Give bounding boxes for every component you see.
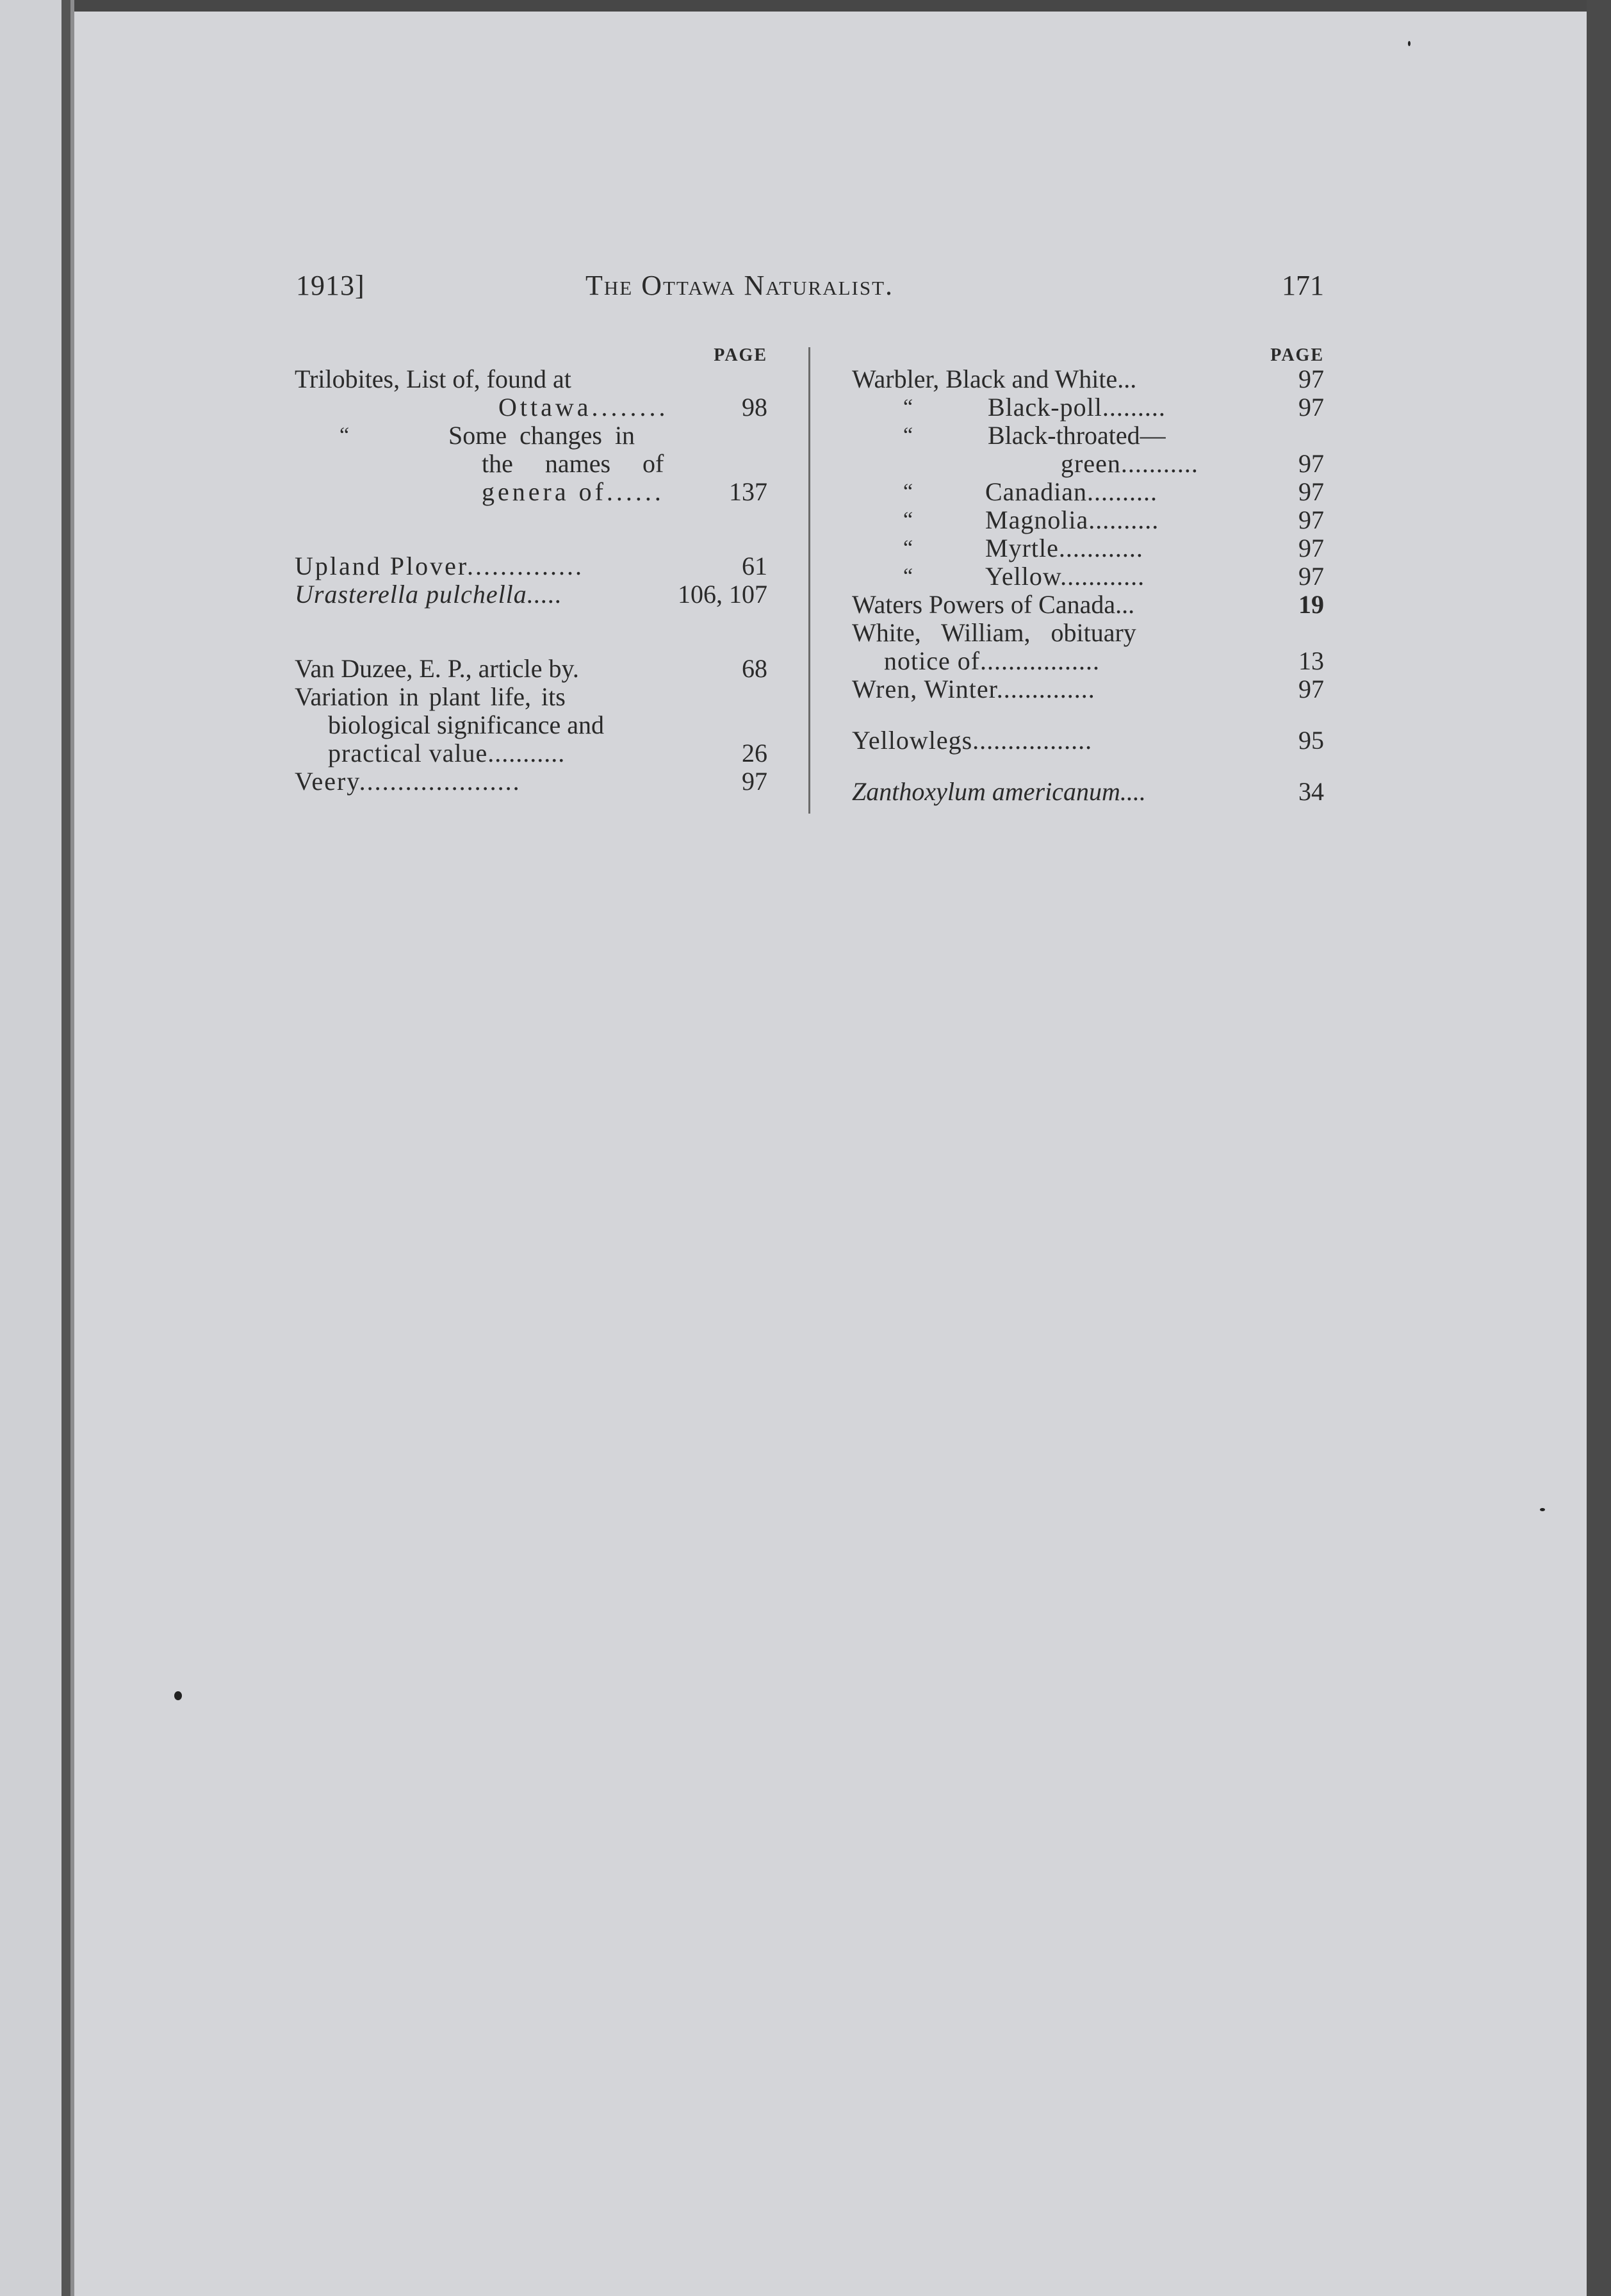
entry-page: 97 — [1298, 477, 1324, 506]
entry-page: 61 — [742, 552, 767, 580]
spacer — [852, 755, 1324, 778]
index-entry — [295, 655, 767, 683]
entry-page: 97 — [1298, 675, 1324, 703]
entry-page: 68 — [742, 654, 767, 683]
page-column-label: PAGE — [714, 345, 767, 365]
entry-label: Black-throated— — [988, 421, 1166, 450]
entry-label: White, William, obituary — [852, 618, 1136, 647]
index-entry — [295, 683, 767, 711]
index-entry — [852, 619, 1324, 647]
index-entry-continued — [295, 450, 767, 478]
entry-page: 98 — [742, 393, 767, 422]
entry-label: Waters Powers of Canada... — [852, 590, 1135, 619]
column-divider — [808, 347, 810, 814]
entry-label: notice of................. — [884, 646, 1100, 675]
entry-page: 97 — [1298, 365, 1324, 393]
entry-label: Veery..................... — [295, 767, 521, 796]
entry-page: 97 — [1298, 534, 1324, 562]
index-entry — [295, 580, 767, 609]
entry-label: Yellowlegs................. — [852, 726, 1093, 755]
entry-label: biological significance and — [328, 710, 604, 739]
index-column-right — [852, 346, 1324, 806]
index-entry-continued — [295, 739, 767, 767]
entry-page: 97 — [1298, 505, 1324, 534]
entry-label: the names of — [482, 449, 664, 478]
entry-label: Ottawa........ — [498, 393, 669, 422]
ditto-mark: “ — [903, 423, 913, 447]
entry-page: 97 — [1298, 449, 1324, 478]
entry-page: 97 — [1298, 393, 1324, 422]
index-entry — [295, 422, 767, 450]
entry-page: 95 — [1298, 726, 1324, 755]
entry-page: 97 — [742, 767, 767, 796]
scan-speck — [174, 1691, 182, 1700]
entry-page: 137 — [729, 477, 767, 506]
index-entry — [852, 675, 1324, 703]
entry-label: Trilobites, List of, found at — [295, 365, 571, 393]
scan-speck — [1408, 41, 1411, 46]
scan-speck — [1540, 1508, 1545, 1511]
ditto-mark: “ — [903, 395, 913, 419]
entry-label: Black-poll......... — [988, 393, 1166, 422]
index-entry — [852, 478, 1324, 506]
spacer — [295, 506, 767, 538]
index-entry — [852, 506, 1324, 534]
index-entry — [852, 393, 1324, 422]
entry-page: 13 — [1298, 646, 1324, 675]
entry-label: Some changes in — [448, 421, 635, 450]
index-entry — [852, 562, 1324, 591]
index-entry — [295, 552, 767, 580]
entry-page: 26 — [742, 739, 767, 767]
index-entry — [295, 767, 767, 796]
entry-label: Wren, Winter.............. — [852, 675, 1095, 703]
scan-top-edge — [0, 0, 1611, 12]
ditto-mark: “ — [903, 480, 913, 504]
index-column-left — [295, 346, 767, 796]
index-entry-continued — [295, 711, 767, 739]
entry-page: 106, 107 — [678, 580, 767, 609]
index-entry — [852, 534, 1324, 562]
ditto-mark: “ — [903, 564, 913, 588]
ditto-mark: “ — [339, 423, 350, 447]
index-entry — [852, 726, 1324, 755]
header-page-number: 171 — [1282, 270, 1324, 301]
entry-label: practical value........... — [328, 739, 566, 767]
header-year: 1913] — [296, 270, 365, 301]
index-entry-continued — [852, 647, 1324, 675]
running-head — [296, 269, 1324, 314]
entry-label: Van Duzee, E. P., article by. — [295, 654, 579, 683]
scan-right-edge — [1587, 0, 1611, 2296]
entry-label: Warbler, Black and White... — [852, 365, 1137, 393]
ditto-mark: “ — [903, 508, 913, 532]
spacer — [295, 609, 767, 641]
entry-label: green........... — [1061, 449, 1198, 478]
entry-page: 97 — [1298, 562, 1324, 591]
header-title: The Ottawa Naturalist. — [585, 270, 894, 301]
entry-label: Myrtle............ — [985, 534, 1143, 562]
index-entry-continued — [852, 450, 1324, 478]
ditto-mark: “ — [903, 536, 913, 560]
entry-label: Yellow............ — [985, 562, 1145, 591]
entry-label: Canadian.......... — [985, 477, 1158, 506]
scan-left-margin — [0, 0, 61, 2296]
index-entry — [852, 591, 1324, 619]
entry-page: 34 — [1298, 777, 1324, 806]
index-entry — [852, 778, 1324, 806]
entry-label: genera of...... — [482, 477, 664, 506]
index-entry — [852, 422, 1324, 450]
index-entry-continued — [295, 393, 767, 422]
entry-label: Magnolia.......... — [985, 505, 1159, 534]
index-entry — [852, 365, 1324, 393]
spacer — [295, 538, 767, 552]
spacer — [852, 703, 1324, 726]
spacer — [295, 641, 767, 655]
entry-label: Urasterella pulchella..... — [295, 580, 562, 609]
page-column-label: PAGE — [1270, 345, 1324, 365]
entry-label: Zanthoxylum americanum.... — [852, 777, 1146, 806]
entry-label: Upland Plover.............. — [295, 552, 584, 580]
binding-edge — [70, 0, 74, 2296]
binding-shadow — [61, 0, 70, 2296]
index-entry-continued — [295, 478, 767, 506]
index-entry — [295, 365, 767, 393]
entry-page: 19 — [1298, 590, 1324, 619]
entry-label: Variation in plant life, its — [295, 682, 566, 711]
